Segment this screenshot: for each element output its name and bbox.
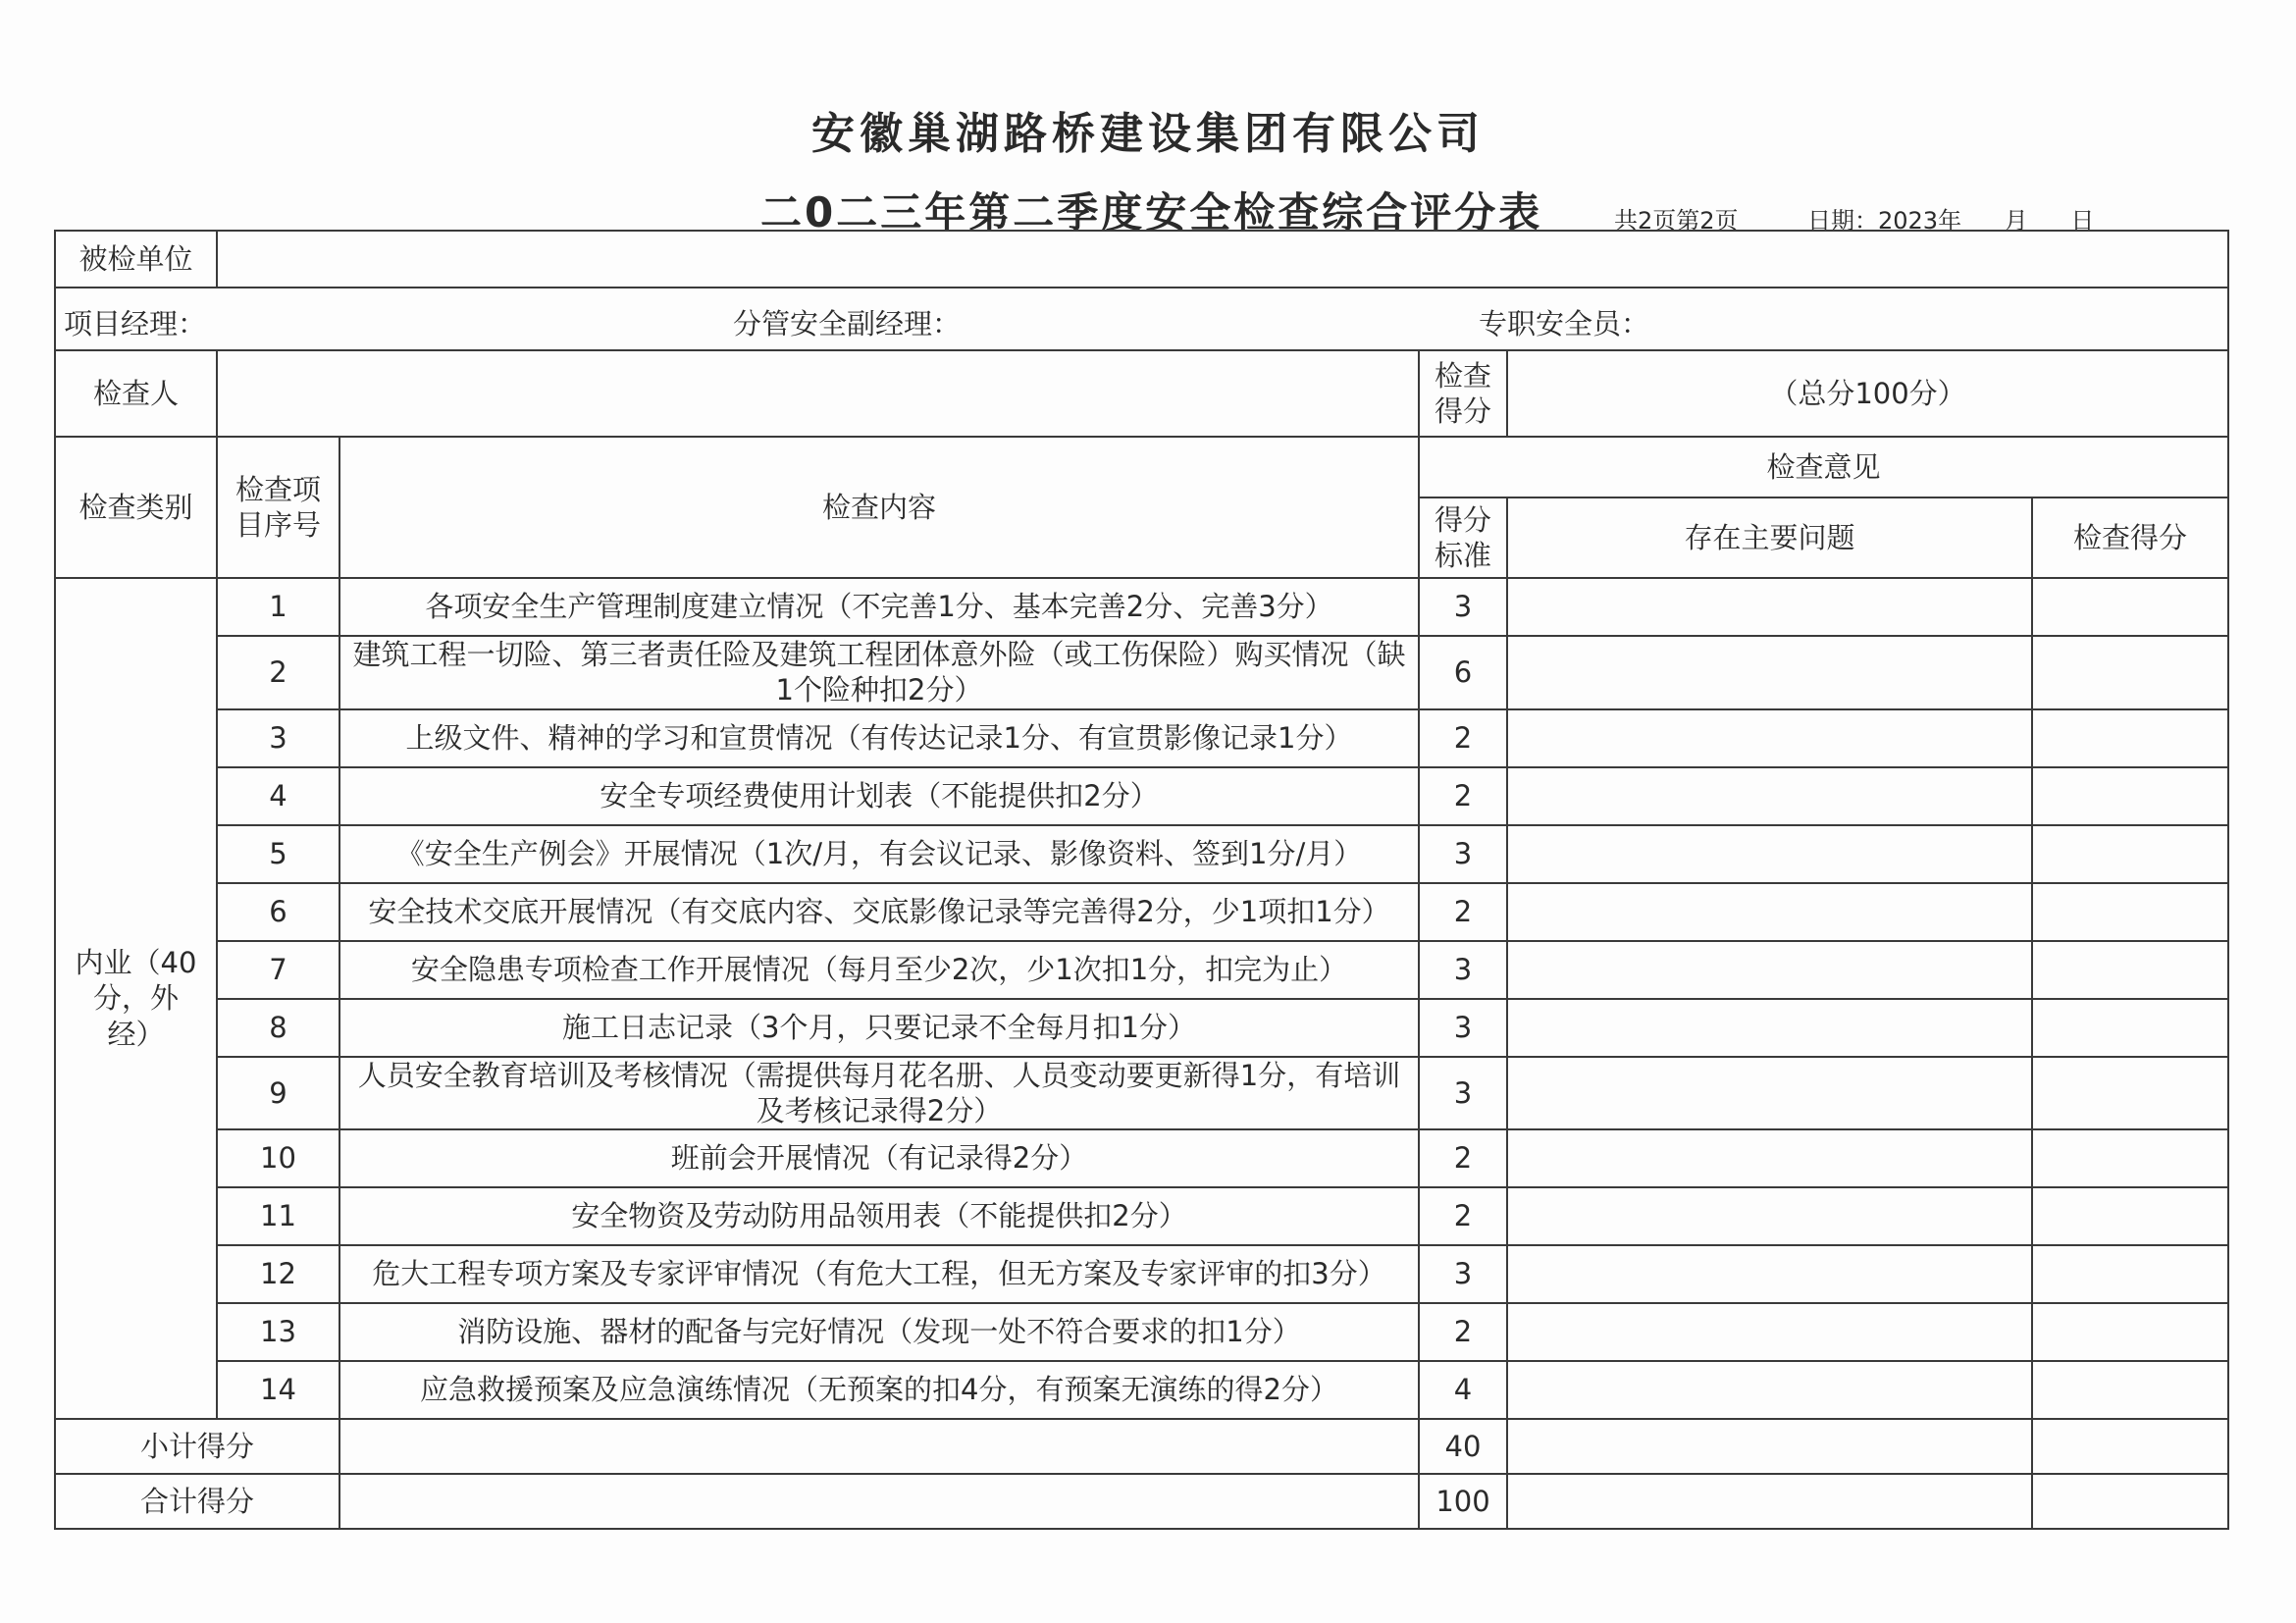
item-standard: 4 <box>1419 1361 1507 1419</box>
total-problems[interactable] <box>1507 1474 2032 1529</box>
item-score[interactable] <box>2032 941 2228 999</box>
item-standard: 3 <box>1419 1057 1507 1130</box>
item-no: 2 <box>217 636 339 709</box>
item-no: 14 <box>217 1361 339 1419</box>
score-label <box>1419 350 1507 437</box>
item-content: 应急救援预案及应急演练情况（无预案的扣4分，有预案无演练的得2分） <box>339 1361 1419 1419</box>
item-score[interactable] <box>2032 1245 2228 1303</box>
project-manager-label: 项目经理： <box>64 307 207 340</box>
item-problems[interactable] <box>1507 1303 2032 1361</box>
category-line2: 分，外 <box>92 981 179 1016</box>
item-no: 13 <box>217 1303 339 1361</box>
total-content[interactable] <box>339 1474 1419 1529</box>
category-cell <box>55 578 217 1419</box>
col-standard-line2: 标准 <box>1434 539 1491 572</box>
subtotal-score[interactable] <box>2032 1419 2228 1474</box>
table-row <box>55 578 2228 636</box>
item-standard: 2 <box>1419 1187 1507 1245</box>
item-problems[interactable] <box>1507 1129 2032 1187</box>
score-label-line1: 检查 <box>1434 358 1491 393</box>
col-content: 检查内容 <box>339 437 1419 578</box>
date-label: 日期：2023年 <box>1807 207 1962 235</box>
item-content: 建筑工程一切险、第三者责任险及建筑工程团体意外险（或工伤保险）购买情况（缺1个险种扣2分） <box>339 636 1419 709</box>
item-no: 7 <box>217 941 339 999</box>
month-label: 月 <box>2004 207 2028 235</box>
col-problems: 存在主要问题 <box>1507 497 2032 578</box>
item-score[interactable] <box>2032 825 2228 883</box>
category-line3: 经） <box>107 1017 165 1051</box>
col-result: 检查得分 <box>2032 497 2228 578</box>
score-label-line2: 得分 <box>1434 394 1491 428</box>
item-standard: 2 <box>1419 883 1507 941</box>
item-score[interactable] <box>2032 1129 2228 1187</box>
col-standard-line1: 得分 <box>1434 502 1491 537</box>
col-item-no <box>217 437 339 578</box>
item-no: 8 <box>217 999 339 1057</box>
item-content: 人员安全教育培训及考核情况（需提供每月花名册、人员变动要更新得1分，有培训及考核记录得2分） <box>339 1057 1419 1130</box>
inspector-field[interactable] <box>217 350 1419 437</box>
item-standard: 2 <box>1419 709 1507 767</box>
item-content: 上级文件、精神的学习和宣贯情况（有传达记录1分、有宣贯影像记录1分） <box>339 709 1419 767</box>
item-no: 11 <box>217 1187 339 1245</box>
total-row <box>55 1474 2228 1529</box>
item-problems[interactable] <box>1507 941 2032 999</box>
item-content: 安全隐患专项检查工作开展情况（每月至少2次，少1次扣1分，扣完为止） <box>339 941 1419 999</box>
item-no: 10 <box>217 1129 339 1187</box>
item-problems[interactable] <box>1507 767 2032 825</box>
day-label: 日 <box>2070 207 2095 235</box>
inspected-unit-field[interactable] <box>217 231 2228 288</box>
total-score[interactable] <box>2032 1474 2228 1529</box>
col-category: 检查类别 <box>55 437 217 578</box>
item-no: 1 <box>217 578 339 636</box>
item-no: 12 <box>217 1245 339 1303</box>
item-score[interactable] <box>2032 1361 2228 1419</box>
category-line1: 内业（40 <box>75 946 197 980</box>
col-item-no-line2: 目序号 <box>235 508 321 542</box>
item-standard: 6 <box>1419 636 1507 709</box>
item-content: 安全技术交底开展情况（有交底内容、交底影像记录等完善得2分，少1项扣1分） <box>339 883 1419 941</box>
item-problems[interactable] <box>1507 825 2032 883</box>
item-content: 安全物资及劳动防用品领用表（不能提供扣2分） <box>339 1187 1419 1245</box>
item-problems[interactable] <box>1507 1057 2032 1130</box>
deputy-manager-label: 分管安全副经理： <box>733 307 962 340</box>
inspector-label: 检查人 <box>55 350 217 437</box>
item-content: 施工日志记录（3个月，只要记录不全每月扣1分） <box>339 999 1419 1057</box>
item-no: 9 <box>217 1057 339 1130</box>
item-standard: 2 <box>1419 1129 1507 1187</box>
item-problems[interactable] <box>1507 883 2032 941</box>
table-row <box>55 1303 2228 1361</box>
item-standard: 3 <box>1419 999 1507 1057</box>
table-row <box>55 1245 2228 1303</box>
item-standard: 3 <box>1419 578 1507 636</box>
subtotal-value: 40 <box>1419 1419 1507 1474</box>
table-row <box>55 825 2228 883</box>
item-score[interactable] <box>2032 578 2228 636</box>
subtotal-problems[interactable] <box>1507 1419 2032 1474</box>
table-row <box>55 709 2228 767</box>
subtotal-content[interactable] <box>339 1419 1419 1474</box>
col-opinion: 检查意见 <box>1419 437 2228 497</box>
item-content: 班前会开展情况（有记录得2分） <box>339 1129 1419 1187</box>
total-label: 合计得分 <box>55 1474 339 1529</box>
item-problems[interactable] <box>1507 1187 2032 1245</box>
item-score[interactable] <box>2032 1057 2228 1130</box>
item-content: 消防设施、器材的配备与完好情况（发现一处不符合要求的扣1分） <box>339 1303 1419 1361</box>
manager-cell <box>55 288 2228 350</box>
item-standard: 3 <box>1419 825 1507 883</box>
col-item-no-line1: 检查项 <box>235 472 321 506</box>
score-sheet <box>54 230 2229 1530</box>
item-standard: 3 <box>1419 1245 1507 1303</box>
item-standard: 2 <box>1419 767 1507 825</box>
manager-row <box>55 288 2228 350</box>
form-title: 二0二三年第二季度安全检查综合评分表 <box>760 188 1543 236</box>
inspected-unit-row <box>55 231 2228 288</box>
table-row <box>55 636 2228 709</box>
table-row <box>55 1361 2228 1419</box>
inspector-row <box>55 350 2228 437</box>
item-problems[interactable] <box>1507 709 2032 767</box>
item-content: 《安全生产例会》开展情况（1次/月，有会议记录、影像资料、签到1分/月） <box>339 825 1419 883</box>
subtotal-row <box>55 1419 2228 1474</box>
item-problems[interactable] <box>1507 578 2032 636</box>
item-score[interactable] <box>2032 636 2228 709</box>
item-score[interactable] <box>2032 1187 2228 1245</box>
item-problems[interactable] <box>1507 636 2032 709</box>
item-problems[interactable] <box>1507 999 2032 1057</box>
item-no: 6 <box>217 883 339 941</box>
item-score[interactable] <box>2032 1303 2228 1361</box>
table-row <box>55 999 2228 1057</box>
subtotal-label: 小计得分 <box>55 1419 339 1474</box>
page-info: 共2页第2页 <box>1614 207 1739 235</box>
item-score[interactable] <box>2032 709 2228 767</box>
safety-officer-label: 专职安全员： <box>1479 307 1650 340</box>
item-content: 安全专项经费使用计划表（不能提供扣2分） <box>339 767 1419 825</box>
item-score[interactable] <box>2032 999 2228 1057</box>
header-row-1 <box>55 437 2228 497</box>
col-standard <box>1419 497 1507 578</box>
item-content: 各项安全生产管理制度建立情况（不完善1分、基本完善2分、完善3分） <box>339 578 1419 636</box>
total-note: （总分100分） <box>1507 350 2228 437</box>
table-row <box>55 1187 2228 1245</box>
item-standard: 2 <box>1419 1303 1507 1361</box>
item-no: 3 <box>217 709 339 767</box>
total-value: 100 <box>1419 1474 1507 1529</box>
inspected-unit-label: 被检单位 <box>55 231 217 288</box>
table-row <box>55 1057 2228 1130</box>
table-row <box>55 941 2228 999</box>
item-problems[interactable] <box>1507 1361 2032 1419</box>
item-no: 4 <box>217 767 339 825</box>
table-row <box>55 767 2228 825</box>
item-score[interactable] <box>2032 767 2228 825</box>
company-name: 安徽巢湖路桥建设集团有限公司 <box>811 109 1485 159</box>
item-score[interactable] <box>2032 883 2228 941</box>
table-row <box>55 883 2228 941</box>
item-standard: 3 <box>1419 941 1507 999</box>
table-row <box>55 1129 2228 1187</box>
item-problems[interactable] <box>1507 1245 2032 1303</box>
item-content: 危大工程专项方案及专家评审情况（有危大工程，但无方案及专家评审的扣3分） <box>339 1245 1419 1303</box>
item-no: 5 <box>217 825 339 883</box>
